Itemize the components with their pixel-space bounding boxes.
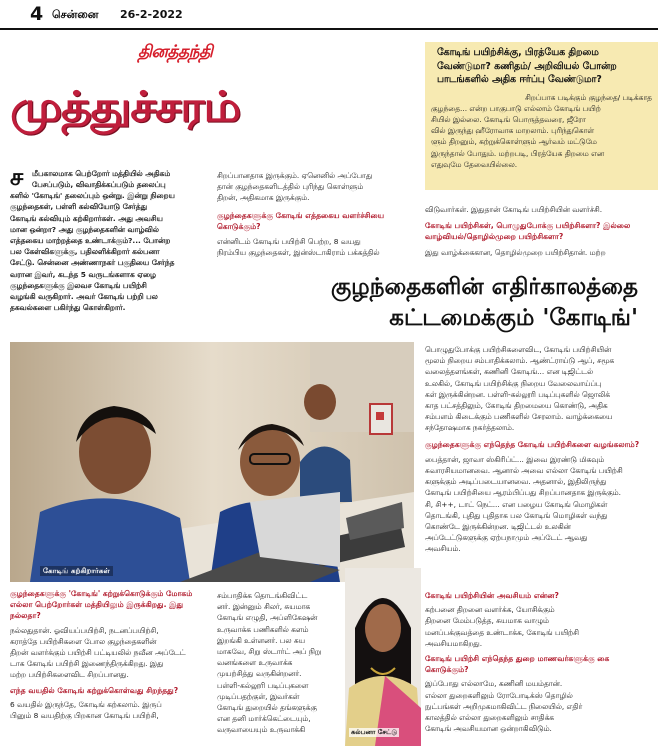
intro-line: பேசப்படும், விவாதிக்கப்படும் தலைப்பு: [32, 180, 166, 189]
text-line: திறனை மேம்படுத்த, சுயமாக வாழும்: [425, 616, 549, 626]
text-line: தொடங்கி, புதிது புதிதாக பல கோடிங் மொழிகள் வந்து: [425, 510, 608, 520]
column-2-bottom: [217, 590, 345, 746]
coding-kids-photo: [10, 342, 414, 582]
text-line: அவசியம்.: [425, 544, 461, 554]
supplement-logo: [10, 68, 415, 146]
text-line: வருவாயையும் உருவாக்கி: [217, 725, 306, 735]
info-box-line: வில் இருந்து ஹீரோவாக மாறலாம். புரிந்துகொள்: [431, 126, 595, 136]
text-line: னர். இன்னும் சிலர், சுயமாக: [217, 602, 311, 612]
issue-date: 26-2-2022: [120, 8, 183, 21]
intro-first-line: மீபகாலமாக பெற்றோர் மத்தியில் அதிகம்: [32, 169, 171, 178]
intro-line: களில் 'கோடிங்' தலைப்பும் ஒன்று. இன்று நிறைய: [10, 191, 175, 201]
portrait-caption: கல்பனா சேட்டு: [351, 728, 398, 736]
text-line: கோடிங் துறையில் தங்களுக்கு: [217, 703, 317, 713]
info-box-answer: [431, 92, 652, 170]
city-label: சென்னை: [52, 8, 99, 21]
text-line: சந்தோஷமாக நகர்த்தலாம்.: [425, 423, 515, 433]
text-line: மனப்பக்குவத்தை உண்டாக்க, கோடிங் பயிற்சி: [425, 627, 579, 637]
text-line: காத பட்சத்திலும், கோடிங் திறமையை கொண்டு, அதிக: [425, 401, 608, 411]
text-line: இது வாழ்க்கைகான, தொழில்முறை பயிற்சிதான். மற்ற: [425, 247, 606, 257]
intro-line: கோடிங் கல்வியும் கற்கிறார்கள். அது அவசிய: [10, 213, 163, 223]
text-line: கற்பனை திறனை வளர்க்க, யோசிக்கும்: [425, 605, 555, 615]
column-1-bottom: [10, 588, 210, 746]
headline-line-2: கட்டமைக்கும் 'கோடிங்': [389, 305, 638, 331]
column-3-top: [425, 204, 653, 274]
text-line: பினும் 8 வயதிற்கு பிறகான கோடிங் பயிற்சி,: [10, 711, 159, 721]
page-header: [0, 0, 658, 32]
intro-line: பல கேள்விகளுக்கு, பதிலளிக்கிறார் கல்பனா: [10, 247, 160, 257]
coding-kids-illustration: [10, 342, 414, 582]
text-line: களுக்கும் அடிப்படையானவை. அதனால், இதிலிருந்து: [425, 477, 607, 487]
paper-logo: [138, 42, 298, 68]
subhead-question: குழந்தைகளுக்கு எந்தெந்த கோடிங் பயிற்சிகளை வழங்கலாம்?: [425, 439, 640, 449]
portrait-illustration: [345, 568, 421, 746]
text-line: எல்லா துறைகளிலும் ரோபோடிக்ஸ் தொழில்: [425, 690, 573, 700]
info-box: [425, 42, 658, 190]
text-line: கொண்டே இருக்கின்றன. டிஜிட்டல் உலகின்: [425, 522, 571, 532]
text-line: நல்லதுதான். ஓவியப்பயிற்சி, நடனப்பயிற்சி,: [10, 625, 159, 635]
text-line: பைத்தான், ஜாவா ஸ்கிரிப்ட்... இவை இரண்டு மிகவும்: [425, 454, 605, 464]
text-line: டாக கோடிங் பயிற்சி இணைந்திருக்கிறது. இது: [10, 659, 164, 669]
subhead-question: குழந்தைகளுக்கு கோடிங் எத்தகைய வளர்ச்சியை கொடுக்கும்?: [217, 210, 385, 231]
text-line: உலகில், கோடிங் பயிற்சிக்கு நிறைய வேலைவாய்ப்பு: [425, 378, 602, 388]
text-line: என்னிடம் கோடிங் பயிற்சி பெற்ற, 8 வயது: [217, 237, 361, 247]
subhead-question: கோடிங் பயிற்சியின் அவசியம் என்ன?: [425, 591, 559, 600]
text-line: வலைத்தளங்கள், கணினி கோடிங்... என டிஜிட்டல்: [425, 367, 594, 377]
intro-line: குழந்தைகள், பள்ளி கல்வியோடு சேர்த்து: [10, 202, 148, 212]
text-line: அப்டேட்டுகளுக்கு ஏற்பநாமும் அப்டேட் ஆவது: [425, 533, 588, 543]
text-line: சுவாரசியமானவை. ஆனால் அவை எல்லா கோடிங் பயிற்சி: [425, 466, 623, 476]
text-line: கள் இருக்கின்றன. பள்ளி-கல்லூரி படிப்புகளில் ஜொலிக்: [425, 389, 611, 399]
text-line: உருவாக்க பணிகளில் களம்: [217, 624, 309, 634]
info-box-line: சிறப்பாக படிக்கும் குழந்தை/ படிக்காத: [524, 92, 652, 102]
info-box-line: இருந்தால் போதும். மற்றபடி, பிரத்யேக திறமை என: [431, 148, 605, 158]
intro-line: வழங்கி வருகிறார். அவர் கோடிங் பற்றி பல: [10, 292, 158, 302]
headline-line-1: குழந்தைகளின் எதிர்காலத்தை: [330, 274, 638, 300]
text-line: காலத்தில் எல்லா துறைகளிலும் சாதிக்க: [425, 713, 555, 723]
subhead-question: கோடிங் பயிற்சிகள், பொழுதுபோக்கு பயிற்சிகளா? இல்லை வாழ்வியல்/தொழில்முறை பயிற்சிகளா?: [425, 221, 631, 242]
text-line: முடிப்பதற்குள், இவர்கள்: [217, 691, 300, 701]
subhead-question: கோடிங் பயிற்சி எந்தெந்த துறை மாணவர்களுக்கு கை கொடுக்கும்?: [425, 654, 610, 675]
intro-line: சேட்டு. சென்னை அண்ணாநகர் பகுதியை சேர்ந்த: [10, 258, 175, 268]
intro-line: எத்தகைய மாற்றத்தை உண்டாக்கும்?... போன்ற: [10, 236, 171, 246]
text-line: என தனி மார்க்கெட்டையும்,: [217, 714, 311, 724]
info-box-line: குழந்தை... என்ற பாகுபாடு எல்லாம் கோடிங் பயிற்: [431, 103, 601, 113]
supplement-title: முத்துச்சரம்: [10, 82, 241, 131]
text-line: அவசியமாகிறது.: [425, 638, 483, 648]
text-line: சம்பளம் கிடைக்கும் பணிகளில் சேரலாம். வாழ்க்கையை: [425, 412, 613, 422]
text-line: நிரம்பிய குழந்தைகள், இன்ஸ்டாகிராம் பக்கத்தில்: [217, 248, 380, 258]
intro-line: குழந்தைகளுக்கு இலவச கோடிங் பயிற்சி: [10, 280, 147, 290]
intro-line: தகவல்களை பகிர்ந்து கொள்கிறார்.: [10, 303, 126, 313]
drop-cap: ச: [10, 163, 24, 191]
column-3-middle: [425, 344, 653, 589]
page-number: 4: [30, 3, 44, 25]
text-line: பொழுதுபோக்கு பயிற்சிகளைவிட, கோடிங் பயிற்சியின்: [425, 345, 612, 354]
text-line: கோடிங் பயிற்சியை ஆரம்பிப்பது சிறப்பானதாக இருக்கும்.: [425, 488, 621, 498]
text-line: மூலம் நிறைய சம்பாதிக்கலாம். ஆண்ட்ராய்டு ஆப், சமூக: [425, 356, 615, 366]
text-line: சம்பாதிக்க தொடங்கிவிட்ட: [217, 591, 308, 600]
info-box-line: சியில் இல்லை. கோடிங் பொருத்தவரை, ஜீரோ: [431, 114, 586, 124]
subhead-question: குழந்தைகளுக்கு 'கோடிங்' கற்றுக்கொடுக்கும் மோகம் எல்லா பெற்றோர்கள் மத்தியிலும் இருக்கிறது. இது நல்லதா?: [10, 589, 193, 621]
info-box-question: கோடிங் பயிற்சிக்கு, பிரத்யேக திறமை வேண்டுமா? கணிதம்/ அறிவியல் போன்ற பாடங்களில் அதிக ஈர்ப்பு வேண்டுமா?: [437, 47, 617, 85]
text-line: வனங்களை உருவாக்க: [217, 658, 293, 668]
header-rule: [0, 28, 658, 30]
text-line: திறன், அதிகமாக இருக்கும்.: [217, 193, 310, 203]
text-line: சிறப்பானதாக இருக்கும். ஏனெனில் அப்போது: [217, 171, 373, 180]
text-line: கோடிங் எழுதி, அப்ளிகேஷன்: [217, 613, 318, 623]
text-line: முயற்சித்து வருகின்றனர்.: [217, 669, 302, 679]
headline: [190, 272, 658, 342]
paper-name: தினத்தந்தி: [138, 42, 213, 62]
text-line: கோடிங் அவசியமான ஒன்றாகிவிடும்.: [425, 724, 552, 734]
text-line: இறங்கி உள்ளனர். பல சுய: [217, 635, 306, 645]
info-box-line: எதுவுமே தேவையில்லை.: [431, 159, 518, 169]
text-line: மாகவே, சிறு ஸ்டார்ட் அப் நிறு: [217, 647, 322, 657]
photo-caption: கோடிங் கற்கிறார்கள்: [40, 566, 113, 576]
text-line: கராத்தே பயிற்சிகளை போல குழந்தைகளின்: [10, 636, 157, 646]
column-3-bottom: [425, 590, 653, 746]
intro-line: மான ஒன்றா? அது குழந்தைகளின் வாழ்வில்: [10, 224, 159, 234]
text-line: பள்ளி-கல்லூரி படிப்புகளை: [217, 680, 309, 690]
intro-line: வரான இவர், கடந்த 5 வருடங்களாக ஏழை: [10, 269, 156, 279]
info-box-line: ளும் திறனும், கற்றுக்கொள்ளும் ஆர்வம் மட்டுமே: [431, 137, 597, 147]
text-line: சி, சி++, டாட் நெட்... என பழைய கோடிங் மொழிகள்: [425, 499, 608, 509]
text-line: மற்ற பயிற்சிகளைவிட சிறப்பானது.: [10, 670, 129, 680]
text-line: இப்போது எல்லாமே, கணினி மயம்தான்.: [425, 679, 563, 689]
text-line: 6 வயதில் இருந்தே, கோடிங் கற்கலாம். இருப்: [10, 699, 162, 709]
intro-column: [10, 163, 210, 333]
text-line: தான் குழந்தைகளிடத்தில் புரிந்து கொள்ளும்: [217, 182, 364, 192]
text-line: திறன் வளர்க்கும் பயிற்சி பட்டியலில் நவீன அப்டேட்: [10, 648, 186, 658]
portrait-photo: [345, 568, 421, 746]
text-line: நுட்பங்கள் அறிமுகமாகிவிட்ட நிலையில், எதிர்: [425, 701, 583, 711]
text-line: விடுவார்கள். இதுதான் கோடிங் பயிற்சியின் வளர்ச்சி.: [425, 205, 603, 214]
subhead-question: எந்த வயதில் கோடிங் கற்றுக்கொள்வது சிறந்தது?: [10, 685, 179, 695]
